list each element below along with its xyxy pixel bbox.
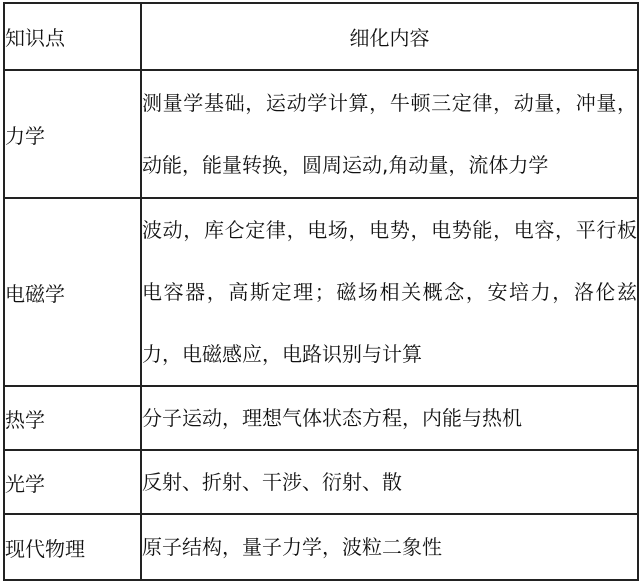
detail-cell: 测量学基础，运动学计算，牛顿三定律，动量，冲量，动能，能量转换，圆周运动,角动量，流体力学 xyxy=(141,70,638,198)
table-row xyxy=(4,198,638,386)
topic-cell: 力学 xyxy=(4,70,141,198)
detail-cell: 反射、折射、干涉、衍射、散 xyxy=(141,450,638,514)
detail-cell: 原子结构，量子力学，波粒二象性 xyxy=(141,514,638,580)
table-row xyxy=(4,70,638,198)
header-detail: 细化内容 xyxy=(141,3,638,70)
table-header-row xyxy=(4,3,638,70)
topic-cell: 热学 xyxy=(4,386,141,450)
topic-cell: 现代物理 xyxy=(4,514,141,580)
header-topic: 知识点 xyxy=(4,3,141,70)
topic-cell: 光学 xyxy=(4,450,141,514)
table-row xyxy=(4,514,638,580)
topic-cell: 电磁学 xyxy=(4,198,141,386)
detail-cell: 波动，库仑定律，电场，电势，电势能，电容，平行板电容器，高斯定理；磁场相关概念，安培力，洛伦兹力，电磁感应，电路识别与计算 xyxy=(141,198,638,386)
knowledge-table xyxy=(3,2,639,581)
table-row xyxy=(4,386,638,450)
detail-cell: 分子运动，理想气体状态方程，内能与热机 xyxy=(141,386,638,450)
table-row xyxy=(4,450,638,514)
